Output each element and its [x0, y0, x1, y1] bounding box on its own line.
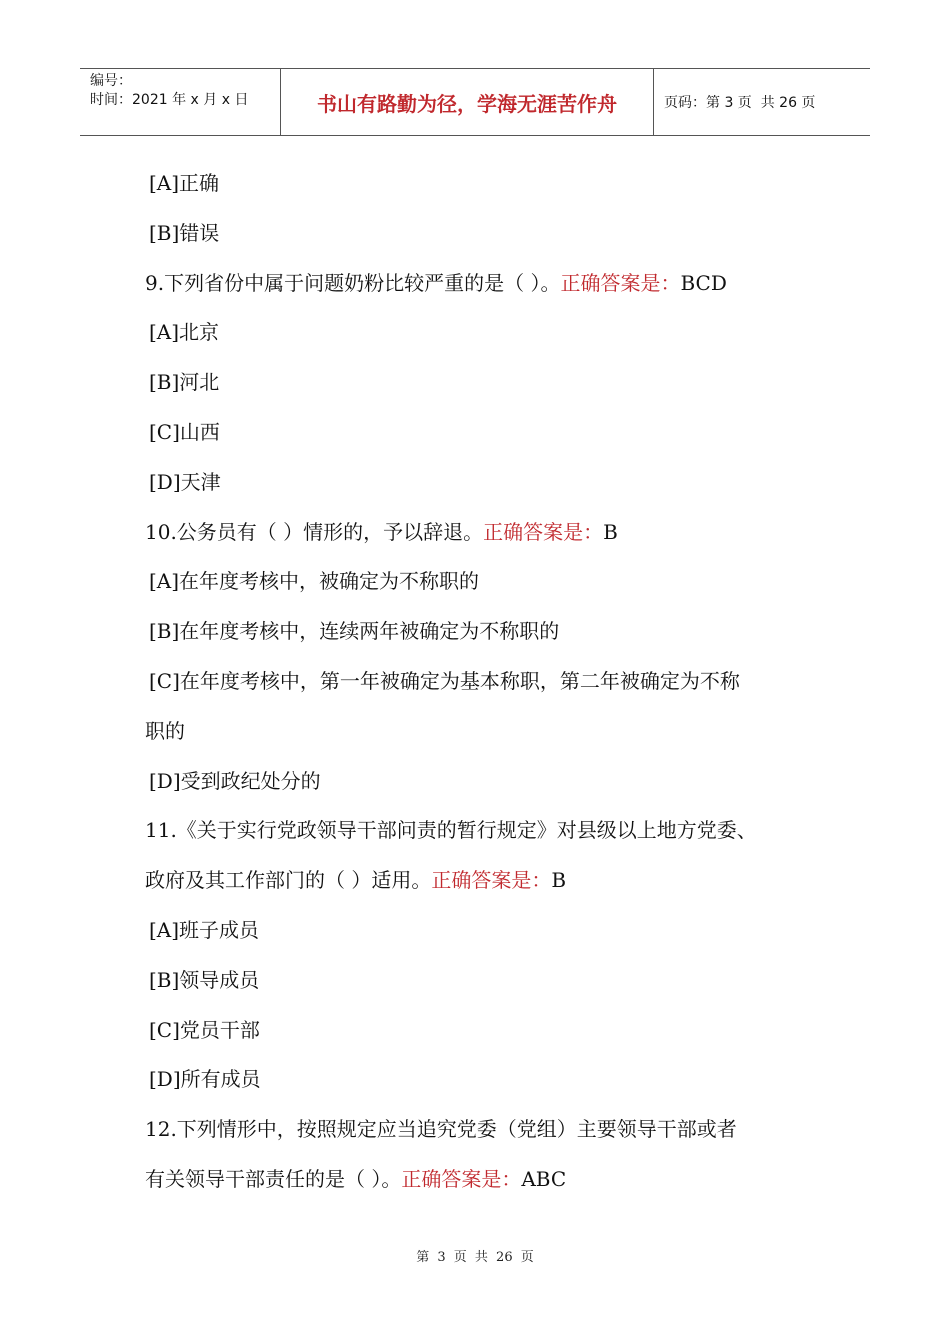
option-text: [D]天津: [149, 469, 221, 494]
answer-label: 正确答案是：: [431, 868, 552, 893]
option-text: [B]在年度考核中，连续两年被确定为不称职的: [149, 619, 560, 644]
option-text: [D]所有成员: [149, 1067, 261, 1092]
document-number-label: 编号：: [90, 73, 132, 89]
option-line: [145, 956, 835, 1006]
option-text: [B]领导成员: [149, 967, 260, 992]
question-line: [145, 1155, 835, 1205]
header-page-info: [654, 69, 870, 135]
answer-label: 正确答案是：: [401, 1166, 522, 1191]
question-text: 有关领导干部责任的是（ ）。: [145, 1166, 402, 1191]
option-text: [C]党员干部: [149, 1017, 260, 1042]
question-line: [145, 856, 835, 906]
header-page-info-text: 页码：第 3 页 共 26 页: [664, 95, 816, 111]
document-time-label: 时间：2021 年 x 月 x 日: [90, 92, 249, 108]
option-line: [145, 1006, 835, 1056]
answer-label: 正确答案是：: [483, 519, 604, 544]
question-content: [145, 159, 835, 1205]
text-line: [145, 806, 835, 856]
answer-value: B: [551, 868, 567, 893]
option-line: [145, 1055, 835, 1105]
answer-value: B: [603, 519, 618, 544]
option-text: [B]河北: [149, 370, 220, 395]
page-footer: [0, 1246, 950, 1265]
header-motto: 书山有路勤为径，学海无涯苦作舟: [281, 69, 654, 135]
option-text: [A]正确: [149, 171, 220, 195]
answer-label: 正确答案是：: [560, 270, 681, 295]
footer-page-number: 第 3 页 共 26 页: [416, 1250, 534, 1265]
text-line: [145, 707, 835, 757]
page-header: [80, 68, 870, 136]
option-line: [145, 757, 835, 807]
answer-value: BCD: [680, 270, 727, 295]
option-line: [145, 308, 835, 358]
option-line: [145, 408, 835, 458]
question-text: 政府及其工作部门的（ ）适用。: [145, 868, 432, 893]
option-line: [145, 159, 835, 209]
option-line: [145, 657, 835, 707]
question-text: 9.下列省份中属于问题奶粉比较严重的是（ ）。: [145, 270, 561, 295]
question-line: [145, 259, 835, 309]
option-text: [C]山西: [149, 419, 220, 444]
question-text: 11.《关于实行党政领导干部问责的暂行规定》对县级以上地方党委、: [145, 818, 757, 843]
option-line: [145, 557, 835, 607]
option-text: [A]北京: [149, 320, 220, 345]
option-text: [A]在年度考核中，被确定为不称职的: [149, 569, 480, 594]
question-text: 10.公务员有（ ）情形的，予以辞退。: [145, 519, 484, 544]
option-line: [145, 209, 835, 259]
option-text: [C]在年度考核中，第一年被确定为基本称职，第二年被确定为不称: [149, 668, 740, 693]
option-line: [145, 458, 835, 508]
text-line: [145, 1105, 835, 1155]
option-line: [145, 607, 835, 657]
header-meta: [80, 69, 281, 135]
answer-value: ABC: [521, 1166, 567, 1191]
option-text: [A]班子成员: [149, 917, 260, 942]
option-text: [D]受到政纪处分的: [149, 768, 321, 793]
question-line: [145, 508, 835, 558]
question-text: 12.下列情形中，按照规定应当追究党委（党组）主要领导干部或者: [145, 1117, 737, 1142]
option-text: [B]错误: [149, 220, 220, 245]
option-line: [145, 906, 835, 956]
question-text: 职的: [145, 718, 185, 743]
option-line: [145, 358, 835, 408]
